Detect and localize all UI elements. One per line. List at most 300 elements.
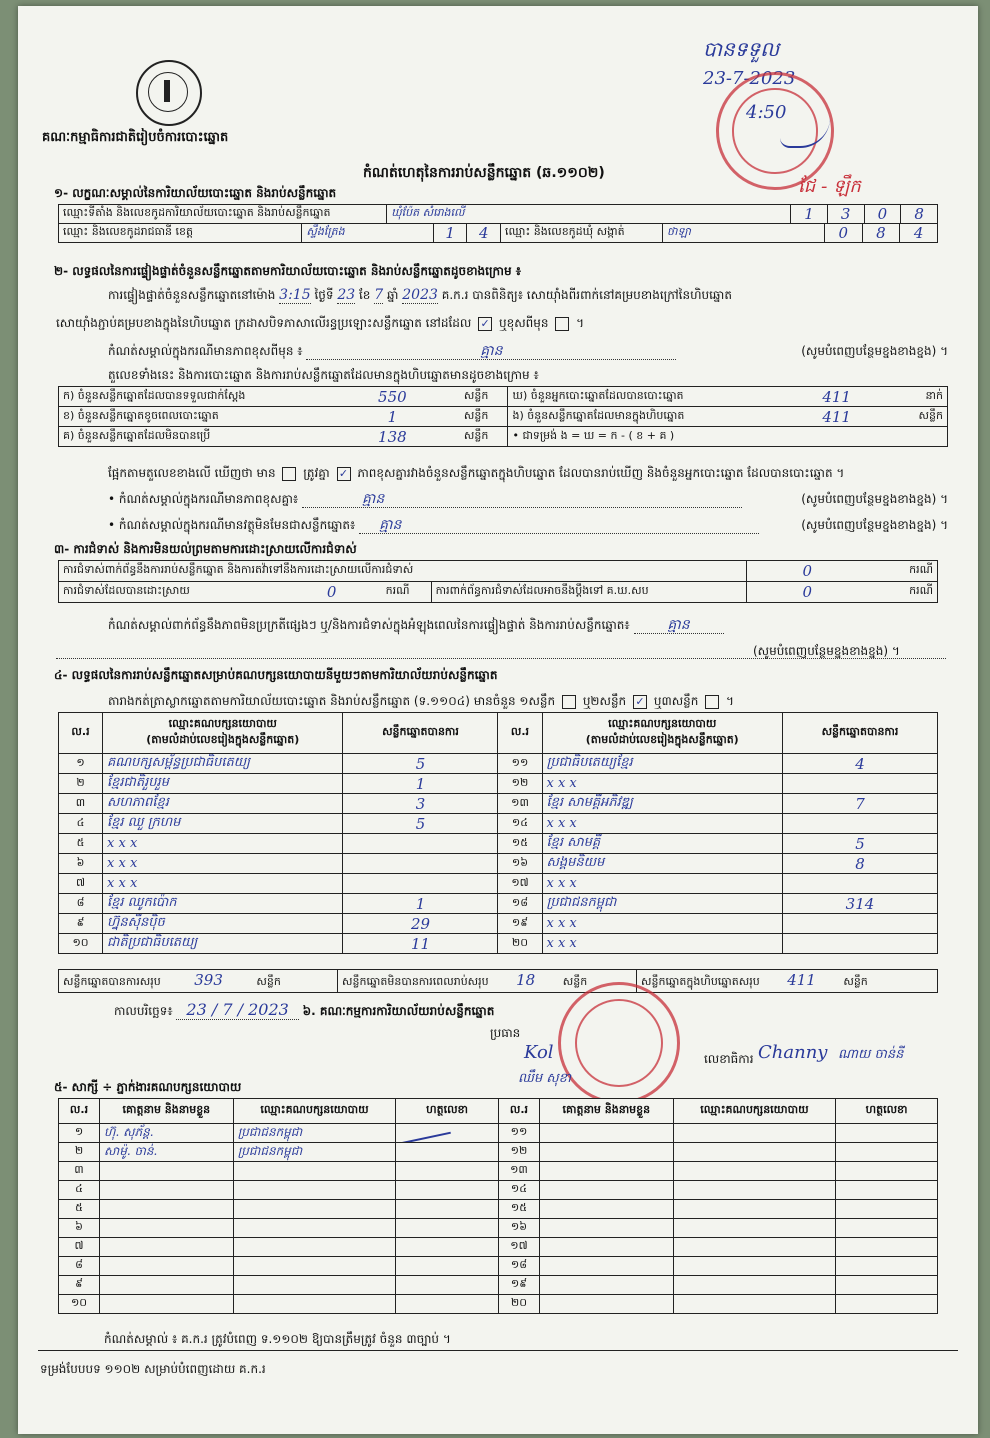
section-4-heading: ៤- លទ្ធផលនៃការរាប់សន្លឹកឆ្នោតសម្រាប់គណបក្សនយោបាយនីមួយៗតាមការិយាល័យរាប់សន្លឹកឆ្នោត bbox=[54, 668, 498, 682]
row-no: ៥ bbox=[59, 834, 103, 854]
footer-divider bbox=[38, 1350, 958, 1351]
section-1-table-row2 bbox=[58, 223, 938, 243]
s4-results-table bbox=[58, 712, 938, 954]
table-row bbox=[59, 1257, 938, 1276]
witness-party bbox=[673, 1124, 836, 1143]
party-votes bbox=[782, 934, 937, 954]
col-name: គោត្តនាម និងនាមខ្លួន bbox=[100, 1099, 234, 1124]
witness-party: ប្រជាជនកម្ពុជា bbox=[233, 1143, 396, 1162]
table-row bbox=[59, 854, 938, 874]
two-sheet-checkbox[interactable]: ✓ bbox=[633, 695, 647, 709]
s3-row2b-value: 0 bbox=[747, 582, 868, 603]
s2-count-label: ក) ចំនួនសន្លឹកឆ្នោតដែលបានទទួលជាក់ស្ដែង bbox=[59, 387, 325, 407]
row-no: ១ bbox=[59, 754, 103, 774]
row-no: ៥ bbox=[59, 1200, 100, 1219]
row-no: ១១ bbox=[498, 754, 542, 774]
witness-name bbox=[539, 1238, 673, 1257]
witness-party bbox=[233, 1257, 396, 1276]
table-row bbox=[59, 1162, 938, 1181]
section-1-table bbox=[58, 204, 938, 224]
witness-party bbox=[673, 1143, 836, 1162]
s2-count-unit2: នាក់ bbox=[899, 387, 947, 407]
row-no: ១៥ bbox=[498, 834, 542, 854]
party-votes bbox=[782, 814, 937, 834]
party-name: x x x bbox=[542, 934, 782, 954]
witness-sign bbox=[396, 1219, 499, 1238]
s2-count-value: 138 bbox=[325, 427, 460, 447]
s3-row1-label: ការជំទាស់ពាក់ព័ន្ធនឹងការរាប់សន្លឹកឆ្នោត និងការតវ៉ាទៅនឹងការដោះស្រាយលើការជំទាស់ bbox=[59, 561, 747, 582]
s2-check-hint: តួលេខទាំងនេះ និងការបោះឆ្នោត និងការរាប់សន្លឹកឆ្នោតដែលមានក្នុងហិបឆ្នោតមានដូចខាងក្រោម ៖ bbox=[108, 368, 539, 382]
table-row bbox=[59, 894, 938, 914]
s3-row2-label: ការជំទាស់ដែលបានដោះស្រាយ bbox=[59, 582, 282, 603]
witness-name bbox=[539, 1162, 673, 1181]
witness-sign bbox=[836, 1200, 938, 1219]
witness-name bbox=[539, 1124, 673, 1143]
row-no: ១០ bbox=[59, 1295, 100, 1314]
s2-year: 2023 bbox=[402, 287, 438, 303]
col-party-label: ឈ្មោះគណបក្សនយោបាយ bbox=[608, 717, 717, 730]
party-name: គណបក្សសម្ព័ន្ធប្រជាធិបតេយ្យ bbox=[103, 754, 343, 774]
s2-month: 7 bbox=[374, 287, 384, 303]
witness-sign bbox=[396, 1162, 499, 1181]
party-name: ប្រជាធិបតេយ្យខ្មែរ bbox=[542, 754, 782, 774]
row-no: ៦ bbox=[59, 854, 103, 874]
table-row bbox=[59, 1219, 938, 1238]
witness-name bbox=[100, 1238, 234, 1257]
witness-sign bbox=[836, 1238, 938, 1257]
witness-party bbox=[233, 1295, 396, 1314]
date-value: 23 / 7 / 2023 bbox=[176, 1000, 298, 1020]
col-no: ល.រ bbox=[59, 1099, 100, 1124]
witness-name: ហ៊ុ. សុភ័ន្ត. bbox=[100, 1124, 234, 1143]
table-row bbox=[59, 1295, 938, 1314]
col-party bbox=[542, 713, 782, 754]
code-digit: 1 bbox=[791, 205, 828, 224]
code-digit: 1 bbox=[433, 224, 467, 243]
party-name: ប្រជាជនកម្ពុជា bbox=[542, 894, 782, 914]
row-no: ១៧ bbox=[498, 1238, 539, 1257]
s2-day: 23 bbox=[337, 287, 356, 303]
table-row bbox=[59, 934, 938, 954]
row-no: ១៤ bbox=[498, 1181, 539, 1200]
table-row bbox=[59, 1200, 938, 1219]
s4-date-line bbox=[114, 1002, 494, 1019]
received-name: ជែ - ឡឹក bbox=[798, 176, 861, 197]
row-no: ១៩ bbox=[498, 1276, 539, 1295]
row-no: ១៣ bbox=[498, 794, 542, 814]
witness-sign bbox=[836, 1257, 938, 1276]
witness-party bbox=[673, 1276, 836, 1295]
s2-after-text: ផ្អែកតាមតួលេខខាងលើ ឃើញថា មាន bbox=[108, 466, 276, 480]
s4-sub-text: តារាងកត់ត្រាស្លាកឆ្នោតតាមការិយាល័យបោះឆ្នោត និងរាប់សន្លឹកឆ្នោត (ទ.១១០៤) មានចំនួន ១សន្លឹក bbox=[108, 694, 556, 708]
s2-line1-pre: ការផ្ទៀងផ្ទាត់ចំនួនសន្លឹកឆ្នោតនៅម៉ោង bbox=[108, 288, 276, 302]
s2-count-value2: 411 bbox=[774, 387, 899, 407]
party-name: ជាតិប្រជាធិបតេយ្យ bbox=[103, 934, 343, 954]
s1-row2-value2: ថាឡា bbox=[662, 224, 824, 243]
party-votes: 7 bbox=[782, 794, 937, 814]
s2-day-label: ថ្ងៃទី bbox=[314, 288, 334, 302]
s2-note-line bbox=[108, 344, 948, 360]
witness-name bbox=[539, 1200, 673, 1219]
total-box-label: សន្លឹកឆ្នោតក្នុងហិបឆ្នោតសរុប bbox=[641, 975, 760, 988]
total-unit: សន្លឹក bbox=[256, 975, 281, 988]
row-no: ២០ bbox=[498, 1295, 539, 1314]
witness-party bbox=[673, 1295, 836, 1314]
party-name: សហភាពខ្មែរ bbox=[103, 794, 343, 814]
col-party-sub: (តាមលំដាប់លេខរៀងក្នុងសន្លឹកឆ្នោត) bbox=[585, 733, 739, 746]
s2-count-unit2 bbox=[899, 427, 947, 447]
row-no: ២០ bbox=[498, 934, 542, 954]
s2-count-table bbox=[58, 386, 948, 447]
table-row bbox=[59, 774, 938, 794]
s2-match-label: ត្រូវគ្នា bbox=[303, 466, 330, 480]
col-votes: សន្លឹកឆ្នោតបានការ bbox=[343, 713, 498, 754]
party-votes bbox=[782, 774, 937, 794]
s2-note-label: កំណត់សម្គាល់ក្នុងករណីមានភាពខុសពីមុន ៖ bbox=[108, 344, 303, 358]
witness-name bbox=[100, 1219, 234, 1238]
witness-party bbox=[233, 1238, 396, 1257]
s1-row2-label: ឈ្មោះ និងលេខកូដរាជធានី ខេត្ត bbox=[59, 224, 302, 243]
received-date: 23-7-2023 bbox=[703, 68, 796, 89]
party-name: x x x bbox=[103, 834, 343, 854]
party-name: x x x bbox=[542, 774, 782, 794]
s2-count-unit: សន្លឹក bbox=[460, 427, 508, 447]
s2-count-value2 bbox=[774, 427, 899, 447]
table-row bbox=[59, 754, 938, 774]
s2-bullet2-label: • កំណត់សម្គាល់ក្នុងករណីមានវត្ថុមិនមែនជាសន្លឹកឆ្នោត៖ bbox=[108, 518, 356, 532]
s2-bullet1-value: គ្មាន bbox=[302, 492, 742, 508]
witness-name bbox=[539, 1219, 673, 1238]
witness-party: ប្រជាជនកម្ពុជា bbox=[233, 1124, 396, 1143]
witness-sign bbox=[396, 1238, 499, 1257]
witness-sign bbox=[836, 1124, 938, 1143]
table-row bbox=[59, 794, 938, 814]
witness-sign bbox=[836, 1143, 938, 1162]
section-3-heading: ៣- ការជំទាស់ និងការមិនយល់ព្រមតាមការដោះស្រាយលើការជំទាស់ bbox=[54, 542, 357, 556]
footer-note: កំណត់សម្គាល់ ៖ គ.ក.រ ត្រូវបំពេញ ទ.១១០២ ឱ្យបានត្រឹមត្រូវ ចំនួន ៣ច្បាប់ ។ bbox=[104, 1332, 451, 1346]
row-no: ១៧ bbox=[498, 874, 542, 894]
s2-count-unit2: សន្លឹក bbox=[899, 407, 947, 427]
witness-party bbox=[673, 1200, 836, 1219]
witness-name bbox=[100, 1295, 234, 1314]
total-valid-value: 393 bbox=[194, 971, 223, 989]
witness-name: សាម៉ូ. ចាន់. bbox=[100, 1143, 234, 1162]
s2-note-value: គ្មាន bbox=[306, 344, 676, 360]
s2-count-row bbox=[59, 407, 948, 427]
witness-name bbox=[100, 1200, 234, 1219]
witness-sign bbox=[396, 1276, 499, 1295]
col-name: គោត្តនាម និងនាមខ្លួន bbox=[539, 1099, 673, 1124]
row-no: ៤ bbox=[59, 814, 103, 834]
row-no: ៨ bbox=[59, 1257, 100, 1276]
received-time: 4:50 bbox=[746, 102, 787, 123]
committee-label: ៦. គណៈកម្មការការិយាល័យរាប់សន្លឹកឆ្នោត bbox=[302, 1004, 495, 1018]
party-votes: 5 bbox=[343, 814, 498, 834]
witness-party bbox=[673, 1238, 836, 1257]
witness-name bbox=[100, 1162, 234, 1181]
s2-count-label2: ឃ) ចំនួនអ្នកបោះឆ្នោតដែលបានបោះឆ្នោត bbox=[508, 387, 774, 407]
table-row bbox=[59, 1276, 938, 1295]
s2-fill-hint: (សូមបំពេញបន្ថែមខ្នងខាងខ្នង) ។ bbox=[801, 492, 948, 506]
col-no: ល.រ bbox=[498, 1099, 539, 1124]
witness-sign bbox=[396, 1124, 499, 1143]
s2-fill-hint: (សូមបំពេញបន្ថែមខ្នងខាងខ្នង) ។ bbox=[801, 344, 948, 358]
col-party-sub: (តាមលំដាប់លេខរៀងក្នុងសន្លឹកឆ្នោត) bbox=[146, 733, 300, 746]
s2-line2-text: សោយ៉ាំងភ្ជាប់គម្របខាងក្នុងនៃហិបឆ្នោត ក្រដាសបិទភាសាលើរន្ធប្រឡោះសន្លឹកឆ្នោត នៅដដែល bbox=[56, 316, 472, 330]
witness-party bbox=[233, 1276, 396, 1295]
table-row bbox=[59, 1143, 938, 1162]
table-row bbox=[59, 1124, 938, 1143]
received-note: បានទទួល bbox=[703, 37, 780, 61]
total-valid-label: សន្លឹកឆ្នោតបានការសរុប bbox=[63, 975, 161, 988]
row-no: ១៥ bbox=[498, 1200, 539, 1219]
witness-name bbox=[100, 1181, 234, 1200]
s2-count-value: 1 bbox=[325, 407, 460, 427]
party-votes: 314 bbox=[782, 894, 937, 914]
col-sign: ហត្ថលេខា bbox=[396, 1099, 499, 1124]
s1-row2-value: ស្ទឹងត្រែង bbox=[302, 224, 433, 243]
witness-sign bbox=[396, 1295, 499, 1314]
row-no: ២ bbox=[59, 1143, 100, 1162]
witness-signature-mark bbox=[399, 1124, 451, 1143]
s2-opt-different: ឬខុសពីមុន bbox=[498, 316, 549, 330]
org-name: គណៈកម្មាធិការជាតិរៀបចំការបោះឆ្នោត bbox=[42, 130, 229, 145]
total-box-value: 411 bbox=[787, 971, 816, 989]
different-checkbox[interactable] bbox=[555, 317, 569, 331]
chair-signature: Kol bbox=[524, 1042, 554, 1063]
s1-row1-label: ឈ្មោះទីតាំង និងលេខកូដការិយាល័យបោះឆ្នោត និងរាប់សន្លឹកឆ្នោត bbox=[59, 205, 387, 224]
one-sheet-checkbox[interactable] bbox=[562, 695, 576, 709]
code-digit: 4 bbox=[900, 224, 938, 243]
col-sign: ហត្ថលេខា bbox=[836, 1099, 938, 1124]
s2-after bbox=[108, 466, 844, 481]
section-5-heading: ៥- សាក្សី ÷ ភ្នាក់ងារគណបក្សនយោបាយ bbox=[54, 1080, 242, 1094]
witness-name bbox=[539, 1257, 673, 1276]
secretary-signature: Channy bbox=[758, 1042, 828, 1063]
s3-note bbox=[108, 618, 948, 634]
s3-row2b-label: ការពាក់ព័ន្ធការជំទាស់ដែលអាចនឹងប្ដឹងទៅ គ.ឃ.សប bbox=[431, 582, 746, 603]
witness-party bbox=[233, 1200, 396, 1219]
s2-fill-hint: (សូមបំពេញបន្ថែមខ្នងខាងខ្នង) ។ bbox=[801, 518, 948, 532]
s1-row1-value: ឃុំប៉ែត សំរោងលើ bbox=[387, 205, 791, 224]
s2-count-unit: សន្លឹក bbox=[460, 407, 508, 427]
total-unit: សន្លឹក bbox=[843, 975, 868, 988]
witness-party bbox=[673, 1181, 836, 1200]
total-unit: សន្លឹក bbox=[562, 975, 588, 988]
s2-year-label: ឆ្នាំ bbox=[387, 288, 399, 302]
party-name: ខ្មែរ សាមគ្គី bbox=[542, 834, 782, 854]
s2-month-label: ខែ bbox=[358, 288, 371, 302]
s4-totals bbox=[58, 969, 938, 993]
party-votes: 29 bbox=[343, 914, 498, 934]
row-no: ៧ bbox=[59, 874, 103, 894]
party-name: x x x bbox=[103, 854, 343, 874]
row-no: ១២ bbox=[498, 774, 542, 794]
party-votes bbox=[343, 854, 498, 874]
party-name: ខ្មែរ ឈួ ក្រហម bbox=[103, 814, 343, 834]
table-row bbox=[59, 1181, 938, 1200]
row-no: ១ bbox=[59, 1124, 100, 1143]
row-no: ៦ bbox=[59, 1219, 100, 1238]
witness-sign bbox=[396, 1200, 499, 1219]
secretary-name: ណាយ ចាន់នី bbox=[838, 1047, 904, 1062]
code-digit: 8 bbox=[901, 205, 938, 224]
col-party: ឈ្មោះគណបក្សនយោបាយ bbox=[673, 1099, 836, 1124]
col-no: ល.រ bbox=[498, 713, 542, 754]
witness-party bbox=[673, 1162, 836, 1181]
witness-party bbox=[673, 1257, 836, 1276]
code-digit: 0 bbox=[864, 205, 901, 224]
same-checkbox[interactable]: ✓ bbox=[478, 317, 492, 331]
witness-name bbox=[100, 1276, 234, 1295]
s3-fill-hint: (សូមបំពេញបន្ថែមខ្នងខាងខ្នង) ។ bbox=[753, 644, 900, 658]
witness-name bbox=[539, 1143, 673, 1162]
party-votes: 1 bbox=[343, 774, 498, 794]
mismatch-checkbox[interactable]: ✓ bbox=[337, 467, 351, 481]
s1-row2-label2: ឈ្មោះ និងលេខកូដឃុំ សង្កាត់ bbox=[501, 224, 663, 243]
table-row bbox=[59, 874, 938, 894]
row-no: ៣ bbox=[59, 1162, 100, 1181]
party-votes: 5 bbox=[782, 834, 937, 854]
witness-name bbox=[539, 1181, 673, 1200]
row-no: ២ bbox=[59, 774, 103, 794]
witness-sign bbox=[836, 1295, 938, 1314]
row-no: ១០ bbox=[59, 934, 103, 954]
witness-sign bbox=[836, 1162, 938, 1181]
party-name: x x x bbox=[542, 814, 782, 834]
s2-count-row bbox=[59, 427, 948, 447]
row-no: ១៨ bbox=[498, 894, 542, 914]
s4-sub: តារាងកត់ត្រាស្លាកឆ្នោតតាមការិយាល័យបោះឆ្នោត និងរាប់សន្លឹកឆ្នោត (ទ.១១០៤) មានចំនួន ១សន្លឹក ឬ២សន្លឹក ✓ ឬ៣សន្លឹក ។ bbox=[108, 694, 734, 708]
s3-note-value: គ្មាន bbox=[634, 618, 724, 634]
row-no: ១៤ bbox=[498, 814, 542, 834]
s2-count-row bbox=[59, 387, 948, 407]
s2-mismatch-label: ភាពខុសគ្នារវាងចំនួនសន្លឹកឆ្នោតក្នុងហិបឆ្នោត ដែលបានរាប់ឃើញ និងចំនួនអ្នកបោះឆ្នោត ដែលបានបោះឆ្នោត ។ bbox=[357, 466, 845, 480]
s4-opt3-label: ឬ៣សន្លឹក bbox=[653, 694, 699, 708]
form-title: កំណត់ហេតុនៃការរាប់សន្លឹកឆ្នោត (ឆ.១១០២) bbox=[363, 165, 605, 181]
row-no: ៣ bbox=[59, 794, 103, 814]
party-votes: 4 bbox=[782, 754, 937, 774]
table-row bbox=[59, 914, 938, 934]
party-votes bbox=[782, 874, 937, 894]
witness-sign bbox=[836, 1181, 938, 1200]
s2-time: 3:15 bbox=[279, 287, 311, 303]
total-invalid-value: 18 bbox=[516, 971, 536, 989]
three-sheet-checkbox[interactable] bbox=[705, 695, 719, 709]
witness-sign bbox=[836, 1276, 938, 1295]
row-no: ១៦ bbox=[498, 1219, 539, 1238]
s3-note-label: កំណត់សម្គាល់ពាក់ព័ន្ធនឹងភាពមិនប្រក្រតីផ្សេងៗ ឬ/និងការជំទាស់ក្នុងអំឡុងពេលនៃការផ្ទៀងផ្ទាត់ និងការរាប់សន្លឹកឆ្នោត៖ bbox=[108, 618, 630, 632]
row-no: ៩ bbox=[59, 914, 103, 934]
s2-line1-post: គ.ក.រ បានពិនិត្យ៖ សោយ៉ាំងពីរពាក់នៅគម្របខាងក្រៅនៃហិបឆ្នោត bbox=[441, 288, 732, 302]
row-no: ៧ bbox=[59, 1238, 100, 1257]
party-votes: 8 bbox=[782, 854, 937, 874]
s2-count-value2: 411 bbox=[774, 407, 899, 427]
witness-party bbox=[233, 1162, 396, 1181]
s3-row1-value: 0 bbox=[747, 561, 868, 582]
emblem-logo bbox=[136, 60, 202, 126]
s3-unit: ករណី bbox=[868, 582, 938, 603]
s2-count-value: 550 bbox=[325, 387, 460, 407]
party-name: ខ្មែរ សាមគ្គីអភិវឌ្ឍ bbox=[542, 794, 782, 814]
party-votes: 1 bbox=[343, 894, 498, 914]
footer-form: ទម្រង់បែបបទ ១១០២ សម្រាប់បំពេញដោយ គ.ក.រ bbox=[40, 1362, 266, 1376]
s2-line2: សោយ៉ាំងភ្ជាប់គម្របខាងក្នុងនៃហិបឆ្នោត ក្រដាសបិទភាសាលើរន្ធប្រឡោះសន្លឹកឆ្នោត នៅដដែល ✓ ឬខុសពីមុន ។ bbox=[56, 316, 585, 330]
witness-sign bbox=[836, 1219, 938, 1238]
s2-bullet2 bbox=[108, 518, 948, 534]
official-stamp-bottom bbox=[558, 982, 680, 1104]
row-no: ៨ bbox=[59, 894, 103, 914]
row-no: ១៩ bbox=[498, 914, 542, 934]
party-name: x x x bbox=[542, 914, 782, 934]
s3-unit: ករណី bbox=[868, 561, 938, 582]
witness-party bbox=[673, 1219, 836, 1238]
party-name: ខ្មែរ ឈូកប៉ោក bbox=[103, 894, 343, 914]
s2-count-unit: សន្លឹក bbox=[460, 387, 508, 407]
s2-count-label: ខ) ចំនួនសន្លឹកឆ្នោតខូចពេលបោះឆ្នោត bbox=[59, 407, 325, 427]
chair-name: ឈឹម សុខា bbox=[518, 1071, 572, 1086]
s2-count-label2: ង) ចំនួនសន្លឹកឆ្នោតដែលមានក្នុងហិបឆ្នោត bbox=[508, 407, 774, 427]
chair-label: ប្រធាន bbox=[490, 1026, 521, 1040]
table-row bbox=[59, 814, 938, 834]
s4-opt2-label: ឬ២សន្លឹក bbox=[582, 694, 627, 708]
row-no: ១២ bbox=[498, 1143, 539, 1162]
document-page bbox=[18, 6, 978, 1434]
row-no: ១៣ bbox=[498, 1162, 539, 1181]
party-votes: 5 bbox=[343, 754, 498, 774]
s2-bullet2-value: គ្មាន bbox=[359, 518, 759, 534]
code-digit: 0 bbox=[824, 224, 862, 243]
s5-witness-table bbox=[58, 1098, 938, 1314]
section-1-heading: ១- លក្ខណៈសម្គាល់នៃការិយាល័យបោះឆ្នោត និងរាប់សន្លឹកឆ្នោត bbox=[54, 186, 337, 200]
s3-row2-value: 0 bbox=[282, 582, 382, 603]
date-label: កាលបរិច្ឆេទ៖ bbox=[114, 1004, 173, 1018]
witness-sign bbox=[396, 1257, 499, 1276]
witness-name bbox=[539, 1276, 673, 1295]
code-digit: 8 bbox=[862, 224, 900, 243]
party-name: ហ្វ៊ុនស៊ីនប៉ិច bbox=[103, 914, 343, 934]
col-votes: សន្លឹកឆ្នោតបានការ bbox=[782, 713, 937, 754]
row-no: ១៨ bbox=[498, 1257, 539, 1276]
party-name: ខ្មែរជាតិរួបរួម bbox=[103, 774, 343, 794]
secretary-label: លេខាធិការ bbox=[704, 1052, 754, 1066]
row-no: ៩ bbox=[59, 1276, 100, 1295]
row-no: ១៦ bbox=[498, 854, 542, 874]
party-votes: 3 bbox=[343, 794, 498, 814]
party-name: x x x bbox=[542, 874, 782, 894]
row-no: ៤ bbox=[59, 1181, 100, 1200]
s2-count-label: គ) ចំនួនសន្លឹកឆ្នោតដែលមិនបានប្រើ bbox=[59, 427, 325, 447]
witness-name bbox=[539, 1295, 673, 1314]
total-invalid-label: សន្លឹកឆ្នោតមិនបានការពេលរាប់សរុប bbox=[342, 975, 489, 988]
s2-count-label2: • ជាទម្រង់ ង = ឃ = ក - ( ខ + គ ) bbox=[508, 427, 774, 447]
s2-bullet1 bbox=[108, 492, 948, 508]
table-row bbox=[59, 1238, 938, 1257]
witness-sign bbox=[396, 1143, 499, 1162]
col-party-label: ឈ្មោះគណបក្សនយោបាយ bbox=[168, 717, 277, 730]
section-2-heading: ២- លទ្ធផលនៃការផ្ទៀងផ្ទាត់ចំនួនសន្លឹកឆ្នោតតាមការិយាល័យបោះឆ្នោត និងរាប់សន្លឹកឆ្នោតដូចខាងក្រោម ៖ bbox=[54, 264, 522, 278]
row-no: ១១ bbox=[498, 1124, 539, 1143]
party-name: x x x bbox=[103, 874, 343, 894]
party-votes bbox=[343, 874, 498, 894]
s2-bullet1-label: • កំណត់សម្គាល់ក្នុងករណីមានភាពខុសគ្នា៖ bbox=[108, 492, 299, 506]
party-name: សង្គមនិយម bbox=[542, 854, 782, 874]
witness-party bbox=[233, 1219, 396, 1238]
col-party bbox=[103, 713, 343, 754]
col-no: ល.រ bbox=[59, 713, 103, 754]
witness-party bbox=[233, 1181, 396, 1200]
match-checkbox[interactable] bbox=[282, 467, 296, 481]
